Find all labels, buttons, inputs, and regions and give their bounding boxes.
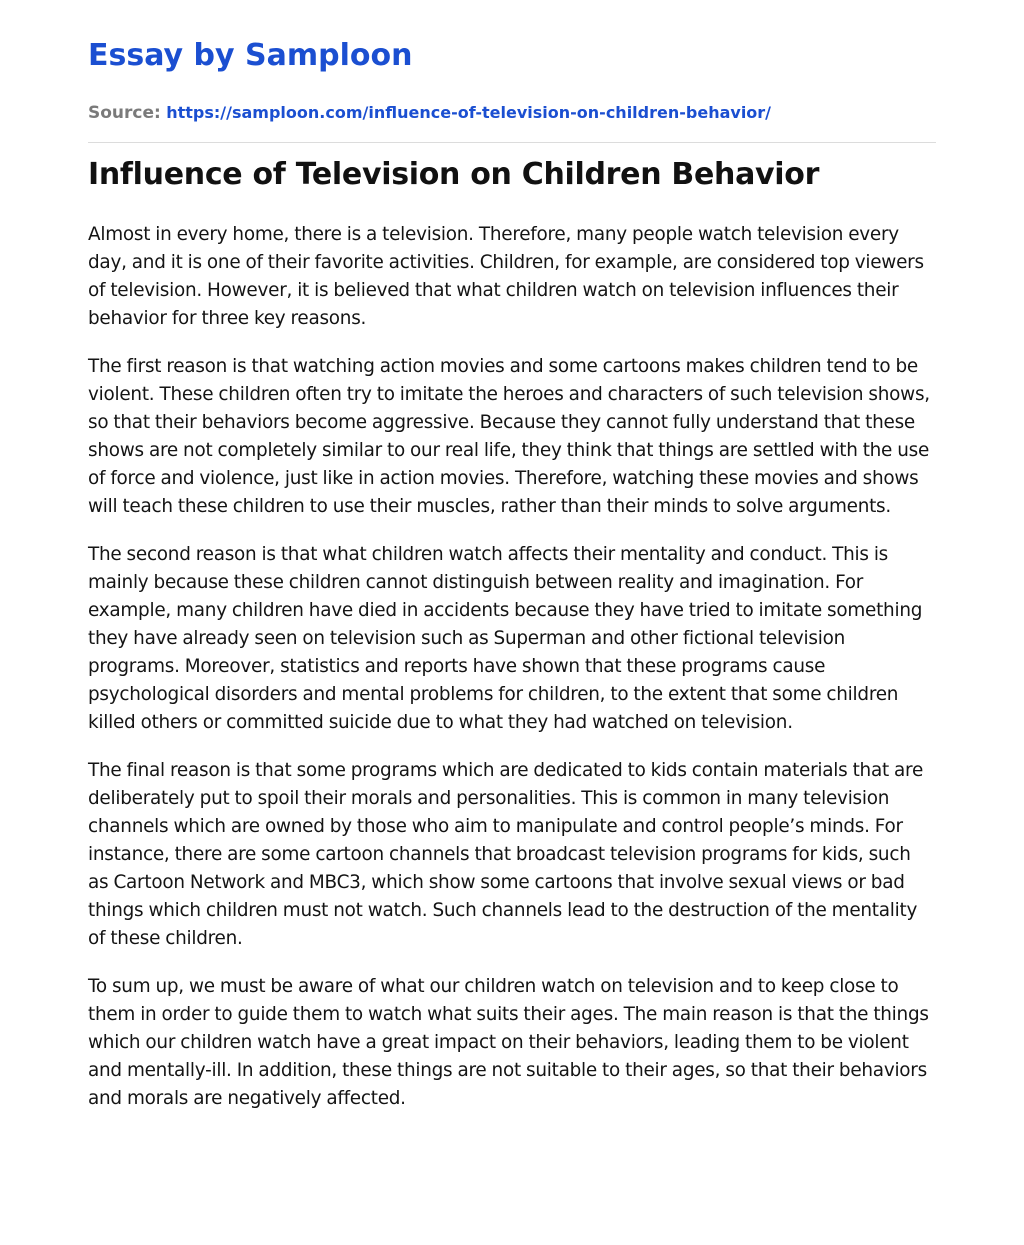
source-label: Source: [88,103,161,123]
essay-body [88,221,936,1133]
source-link[interactable]: https://samploon.com/influence-of-television-on-children-behavior/ [166,103,772,122]
paragraph-second-reason: The second reason is that what children watch affects their mentality and conduct. This is mainly because these children cannot distinguish between reality and imagination. For example, many children have died in accidents because they have tried to imitate something they have already seen on television such as Superman and other fictional television programs. Moreover, statistics and reports have shown that these programs cause psychological disorders and mental problems for children, to the extent that some children killed others or committed suicide due to what they had watched on television. [88,544,923,733]
brand-title: Essay by Samploon [88,38,413,73]
essay-title: Influence of Television on Children Behavior [88,157,820,192]
source-line [88,102,771,124]
paragraph-final-reason: The final reason is that some programs which are dedicated to kids contain materials that are deliberately put to spoil their morals and personalities. This is common in many television channels which are owned by those who aim to manipulate and control people’s minds. For instance, there are some cartoon channels that broadcast television programs for kids, such as Cartoon Network and MBC3, which show some cartoons that involve sexual views or bad things which children must not watch. Such channels lead to the destruction of the mentality of these children. [88,760,924,949]
paragraph-conclusion: To sum up, we must be aware of what our children watch on television and to keep close to them in order to guide them to watch what suits their ages. The main reason is that the things which our children watch have a great impact on their behaviors, leading them to be violent and mentally-ill. In addition, these things are not suitable to their ages, so that their behaviors and morals are negatively affected. [88,976,929,1109]
paragraph-intro: Almost in every home, there is a television. Therefore, many people watch television every day, and it is one of their favorite activities. Children, for example, are considered top viewers of television. However, it is believed that what children watch on television influences their behavior for three key reasons. [88,224,924,329]
paragraph-first-reason: The first reason is that watching action movies and some cartoons makes children tend to be violent. These children often try to imitate the heroes and characters of such television shows, so that their behaviors become aggressive. Because they cannot fully understand that these shows are not completely similar to our real life, they think that things are settled with the use of force and violence, just like in action movies. Therefore, watching these movies and shows will teach these children to use their muscles, rather than their minds to solve arguments. [88,356,930,517]
header-divider [88,142,936,143]
